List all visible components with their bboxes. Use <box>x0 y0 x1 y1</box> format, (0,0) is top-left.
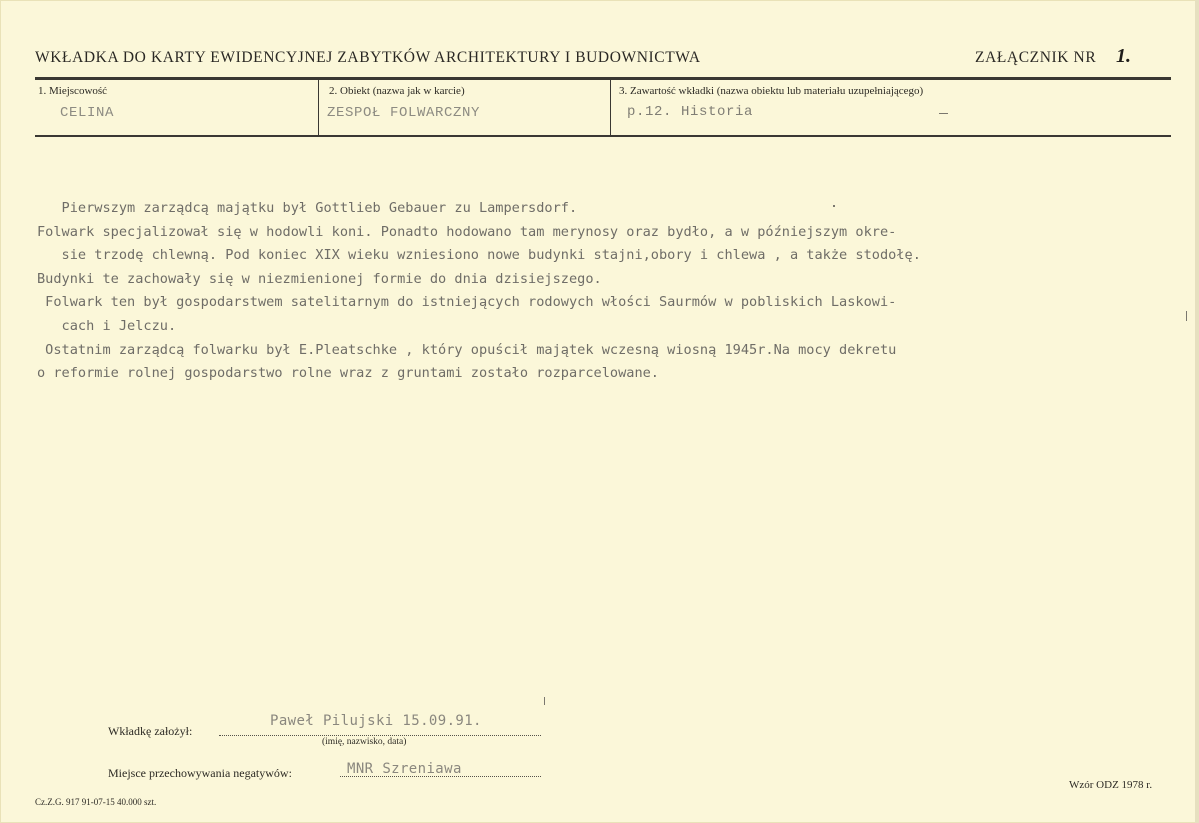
dash-mark <box>939 113 948 114</box>
history-line: cach i Jelczu. <box>37 317 177 334</box>
history-line: Pierwszym zarządcą majątku był Gottlieb Gebauer zu Lampersdorf. <box>37 200 578 216</box>
history-line: Budynki te zachowały się w niezmienionej formie do dnia dzisiejszego. <box>37 270 602 287</box>
bottom-rule <box>35 135 1171 137</box>
field-contents-value: p.12. Historia <box>627 104 754 120</box>
storage-value: MNR Szreniawa <box>347 761 462 777</box>
form-title: WKŁADKA DO KARTY EWIDENCYJNEJ ZABYTKÓW ARCHITEKTURY I BUDOWNICTWA <box>35 49 701 66</box>
history-line: sie trzodę chlewną. Pod koniec XIX wieku wzniesiono nowe budynki stajni,obory i chlewa , a także stodołę. <box>37 247 921 264</box>
history-text <box>37 197 1147 386</box>
field-object-label: 2. Obiekt (nazwa jak w karcie) <box>329 85 465 97</box>
field-locality-label: 1. Miejscowość <box>38 85 108 97</box>
speck-mark <box>833 205 835 207</box>
field-locality-value: CELINA <box>60 105 115 121</box>
field-object-value: ZESPOŁ FOLWARCZNY <box>327 105 481 121</box>
annex-label: ZAŁĄCZNIK NR <box>975 49 1097 66</box>
history-line: Folwark ten był gospodarstwem satelitarnym do istniejących rodowych włości Saurmów w pobliskich Laskowi- <box>37 294 897 311</box>
field-divider-2 <box>610 80 611 135</box>
field-contents-label: 3. Zawartość wkładki (nazwa obiektu lub materiału uzupełniającego) <box>619 85 924 97</box>
history-line: Ostatnim zarządcą folwarku był E.Pleatschke , który opuścił majątek wczesną wiosną 1945r.Na mocy dekretu <box>37 341 897 358</box>
storage-label: Miejsce przechowywania negatywów: <box>108 766 292 780</box>
card-edge <box>1195 0 1199 823</box>
edge-mark <box>1186 311 1187 321</box>
print-info: Cz.Z.G. 917 91-07-15 40.000 szt. <box>35 797 157 807</box>
founder-value: Paweł Pilujski 15.09.91. <box>270 713 482 729</box>
edge-mark <box>544 697 545 705</box>
storage-dotted-line <box>340 776 541 777</box>
form-id: Wzór ODZ 1978 r. <box>1069 779 1153 791</box>
annex-number: 1. <box>1116 45 1131 67</box>
top-rule <box>35 77 1171 80</box>
history-line: Folwark specjalizował się w hodowli koni. Ponadto hodowano tam merynosy oraz bydło, a w późniejszym okre- <box>37 223 897 240</box>
founder-caption: (imię, nazwisko, data) <box>322 737 407 747</box>
field-divider-1 <box>318 80 319 135</box>
founder-label: Wkładkę założył: <box>108 724 193 738</box>
founder-dotted-line <box>219 735 541 736</box>
history-line: o reformie rolnej gospodarstwo rolne wraz z gruntami zostało rozparcelowane. <box>37 365 659 382</box>
